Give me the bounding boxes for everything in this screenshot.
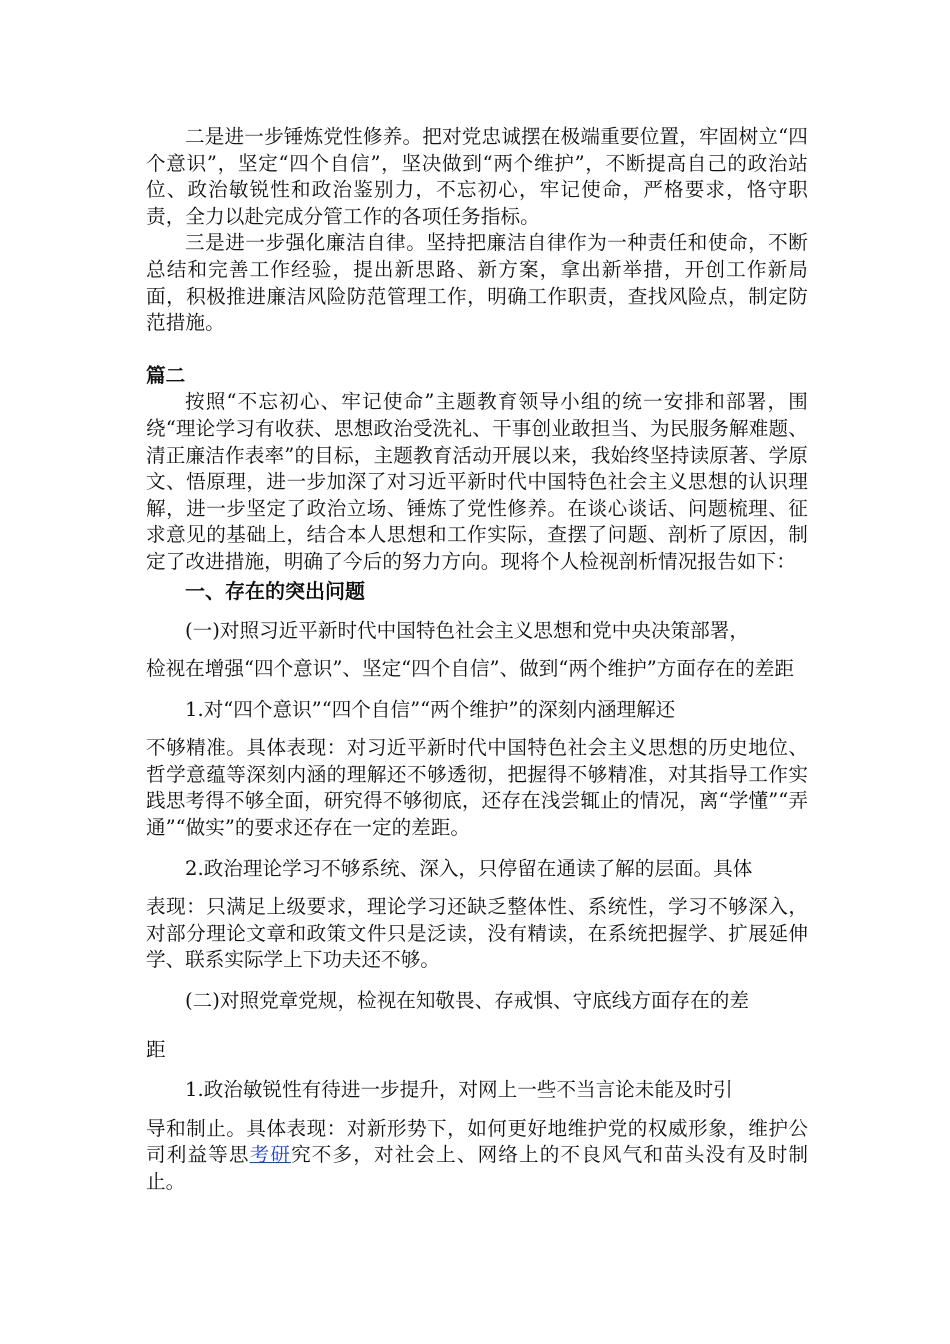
subsection-2-cont: 距 <box>146 1037 166 1061</box>
item-1-lead: 1.对“四个意识”“四个自信”“两个维护”的深刻内涵理解还 <box>185 697 676 721</box>
paragraph-integrity: 三是进一步强化廉洁自律。坚持把廉洁自律作为一种责任和使命，不断总结和完善工作经验，提出新思路、新方案，拿出新举措，开创工作新局面，积极推进廉洁风险防范管理工作，明确工作职责，查找风险点，制定防范措施。 <box>146 231 808 335</box>
item-3-text-a: 导和制止。具体表现：对新形势下，如何更好地维护党的权威形象，维护公司利益等思 <box>146 1116 808 1167</box>
heading-problems: 一、存在的突出问题 <box>185 578 365 603</box>
item-1-cont: 不够精准。具体表现：对习近平新时代中国特色社会主义思想的历史地位、哲学意蕴等深刻内涵的理解还不够透彻，把握得不够精准，对其指导工作实践思考得不够全面，研究得不够彻底，还存在浅尝辄止的情况，离“学懂”“弄通”“做实”的要求还存在一定的差距。 <box>146 736 808 840</box>
item-2-lead: 2.政治理论学习不够系统、深入，只停留在通读了解的层面。具体 <box>185 856 753 880</box>
item-3-cont <box>146 1116 808 1196</box>
subsection-2-lead: (二)对照党章党规，检视在知敬畏、存戒惧、守底线方面存在的差 <box>185 989 749 1013</box>
paragraph-party-spirit: 二是进一步锤炼党性修养。把对党忠诚摆在极端重要位置，牢固树立“四个意识”，坚定“四个自信”，坚决做到“两个维护”，不断提高自己的政治站位、政治敏锐性和政治鉴别力，不忘初心，牢记使命，严格要求，恪守职责，全力以赴完成分管工作的各项任务指标。 <box>146 125 808 228</box>
item-3-text-b: 究不多，对社会上、网络上的不良风气和苗头没有及时制止。 <box>146 1143 809 1193</box>
inline-link[interactable]: 考研 <box>249 1143 292 1167</box>
subsection-1-lead: (一)对照习近平新时代中国特色社会主义思想和党中央决策部署， <box>185 618 749 642</box>
item-2-cont: 表现：只满足上级要求，理论学习还缺乏整体性、系统性，学习不够深入，对部分理论文章和政策文件只是泛读，没有精读，在系统把握学、扩展延伸学、联系实际学上下功夫还不够。 <box>146 895 808 972</box>
paragraph-intro: 按照“不忘初心、牢记使命”主题教育领导小组的统一安排和部署，围绕“理论学习有收获、思想政治受洗礼、干事创业敢担当、为民服务解难题、清正廉洁作表率”的目标，主题教育活动开展以来，我始终坚持读原著、学原文、悟原理，进一步加深了对习近平新时代中国特色社会主义思想的认识理解，进一步坚定了政治立场、锤炼了党性修养。在谈心谈话、问题梳理、征求意见的基础上，结合本人思想和工作实际，查摆了问题、剖析了原因，制定了改进措施，明确了今后的努力方向。现将个人检视剖析情况报告如下： <box>146 390 808 573</box>
section-title: 篇二 <box>146 363 186 387</box>
item-3-lead: 1.政治敏锐性有待进一步提升，对网上一些不当言论未能及时引 <box>185 1078 733 1102</box>
document-page <box>146 124 808 1196</box>
subsection-1-cont: 检视在增强“四个意识”、坚定“四个自信”、做到“两个维护”方面存在的差距 <box>146 657 794 681</box>
